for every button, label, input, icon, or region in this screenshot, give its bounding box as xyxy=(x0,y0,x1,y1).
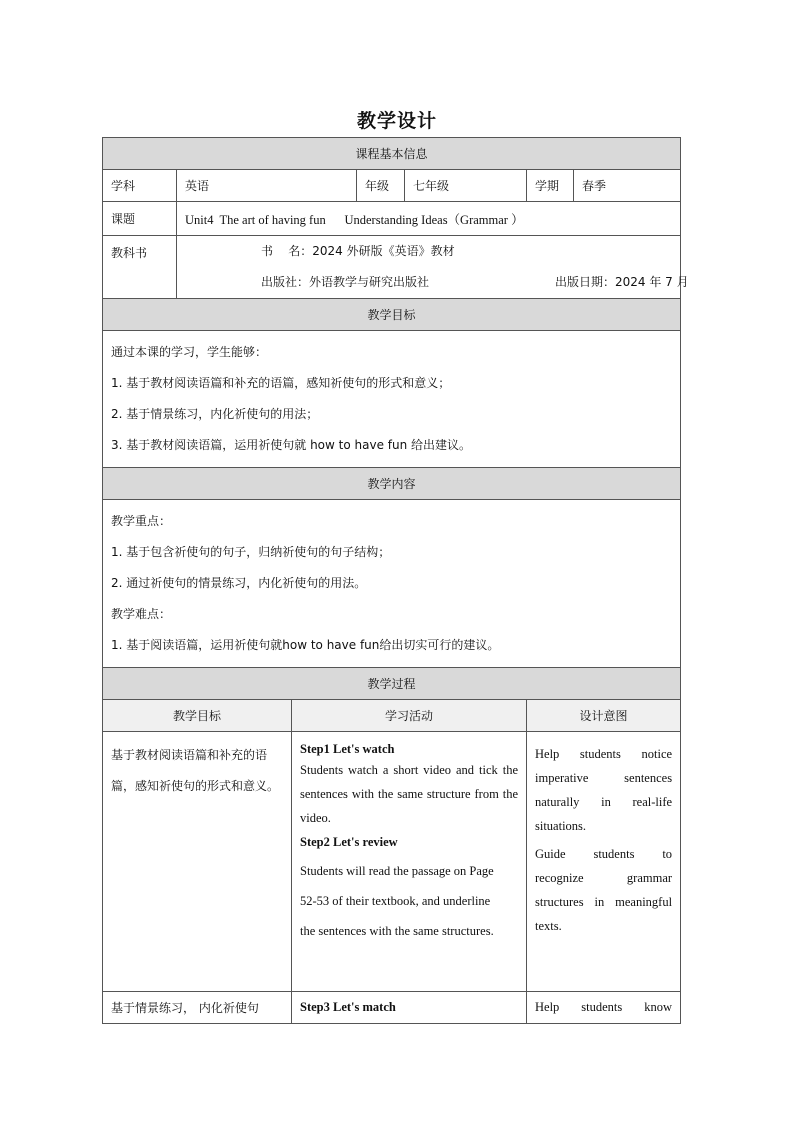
step2-text: Students will read the passage on Page xyxy=(300,864,494,878)
term-label: 学期 xyxy=(527,170,574,202)
grade-value: 七年级 xyxy=(405,170,527,202)
column-header-intent: 设计意图 xyxy=(527,700,681,732)
document-title: 教学设计 xyxy=(356,110,437,132)
column-header-activity: 学习活动 xyxy=(292,700,527,732)
publisher: 出版社：外语教学与研究出版社 xyxy=(261,275,430,289)
process-activity-1 xyxy=(292,732,527,992)
step2-text: the sentences with the same structures. xyxy=(300,924,494,938)
step1-text: Students watch a short video and tick the sentences with the same structure from the video. xyxy=(300,763,518,825)
grade-label: 年级 xyxy=(357,170,405,202)
subject-value: 英语 xyxy=(177,170,357,202)
objectives-intro: 通过本课的学习，学生能够： xyxy=(111,345,268,359)
publish-date: 出版日期：2024 年 7 月 xyxy=(555,275,689,289)
subject-label: 学科 xyxy=(103,170,177,202)
process-intent-1 xyxy=(527,732,681,992)
objective-item: 1. 基于教材阅读语篇和补充的语篇，感知祈使句的形式和意义； xyxy=(111,376,451,390)
textbook-name: 书 名：2024 外研版《英语》教材 xyxy=(261,244,455,258)
process-intent-2: Help students know xyxy=(527,992,681,1024)
section-header-objectives: 教学目标 xyxy=(103,299,681,331)
objective-item: 2. 基于情景练习，内化祈使句的用法； xyxy=(111,407,319,421)
content-block xyxy=(103,500,681,668)
column-header-goal: 教学目标 xyxy=(103,700,292,732)
key-points-label: 教学重点： xyxy=(111,514,172,528)
step1-title: Step1 Let's watch xyxy=(300,742,395,756)
step3-title: Step3 Let's match xyxy=(292,992,527,1024)
topic-label: 课题 xyxy=(103,202,177,236)
textbook-label: 教科书 xyxy=(103,236,177,299)
difficult-points-label: 教学难点： xyxy=(111,607,172,621)
section-header-basic-info: 课程基本信息 xyxy=(103,138,681,170)
topic-value: Unit4 The art of having fun Understanding Ideas（Grammar ） xyxy=(177,202,681,236)
term-value: 春季 xyxy=(574,170,681,202)
key-point-item: 1. 基于包含祈使句的句子，归纳祈使句的句子结构； xyxy=(111,545,391,559)
lesson-plan-table xyxy=(102,137,689,1024)
section-header-process: 教学过程 xyxy=(103,668,681,700)
process-goal-1: 基于教材阅读语篇和补充的语篇，感知祈使句的形式和意义。 xyxy=(103,732,292,992)
intent-text: Guide students to recognize grammar structures in meaningful texts. xyxy=(535,847,673,933)
section-header-content: 教学内容 xyxy=(103,468,681,500)
intent-text: Help students notice imperative sentences naturally in real-life situations. xyxy=(535,747,673,833)
objective-item: 3. 基于教材阅读语篇，运用祈使句就 how to have fun 给出建议。 xyxy=(111,438,472,452)
process-goal-2: 基于情景练习， 内化祈使句 xyxy=(103,992,292,1024)
step2-text: 52-53 of their textbook, and underline xyxy=(300,894,491,908)
difficult-point-item: 1. 基于阅读语篇，运用祈使句就how to have fun给出切实可行的建议。 xyxy=(111,638,500,652)
key-point-item: 2. 通过祈使句的情景练习，内化祈使句的用法。 xyxy=(111,576,367,590)
step2-title: Step2 Let's review xyxy=(300,835,398,849)
objectives-block xyxy=(103,331,681,468)
